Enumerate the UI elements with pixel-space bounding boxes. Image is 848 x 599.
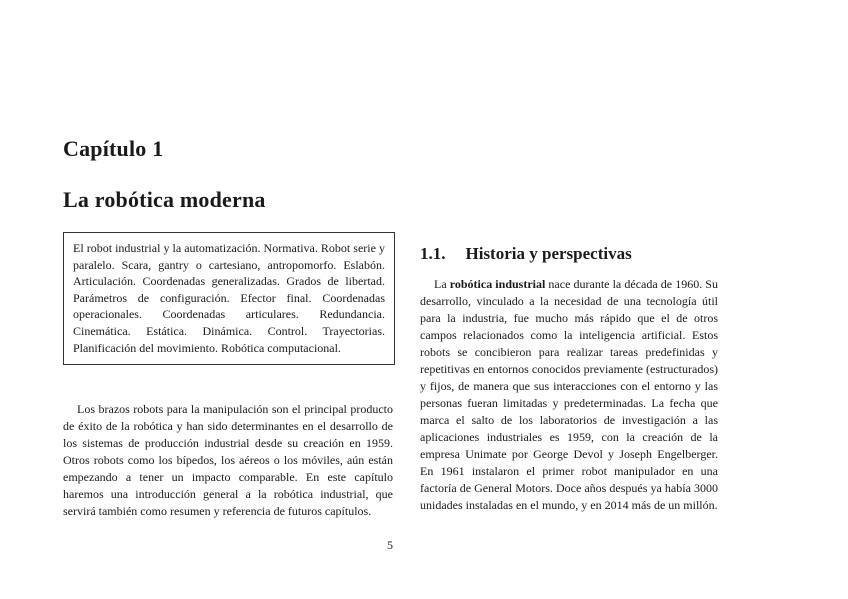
- history-paragraph: [420, 276, 718, 514]
- section-number: 1.1.: [420, 244, 446, 264]
- abstract-text: El robot industrial y la automatización. Normativa. Robot serie y paralelo. Scara, gantry o cartesiano, antropomorfo. Eslabón. Articulación. Coordenadas generalizadas. Grados de libertad. Parámetros de configuración. Efector final. Coordenadas operacionales. Coordenadas articulares. Redundancia. Cinemática. Estática. Dinámica. Control. Trayectorias. Planificación del movimiento. Robótica computacional.: [73, 241, 385, 355]
- page-number: 5: [387, 538, 393, 552]
- section-heading: [420, 244, 720, 264]
- abstract-box: [63, 232, 395, 365]
- chapter-label: Capítulo 1: [63, 135, 164, 161]
- section-title: Historia y perspectivas: [465, 244, 632, 264]
- history-paragraph-bold-term: robótica industrial: [449, 277, 546, 291]
- intro-paragraph-left: Los brazos robots para la manipulación son el principal producto de éxito de la robótica y han sido determinantes en el desarrollo de los sistemas de producción industrial desde su creación en 1959. Otros robots como los bípedos, los aéreos o los móviles, aún están empezando a tener un impacto comparable. En este capítulo haremos una introducción general a la robótica industrial, que servirá también como resumen y referencia de futuros capítulos.: [63, 402, 393, 518]
- history-paragraph-rest: nace durante la década de 1960. Su desarrollo, vinculado a la necesidad de una tecnología útil para la industria, fue mucho más rápido que el de otros campos relacionados como la inteligencia artificial. Estos robots se concibieron para realizar tareas predefinidas y repetitivas en entornos conocidos previamente (estructurados) y fijos, de manera que sus interacciones con el entorno y las personas fueran limitadas y predeterminadas. La fecha que marca el salto de los laboratorios de investigación a las aplicaciones industriales es 1959, con la creación de la empresa Unimate por George Devol y Joseph Engelberger. En 1961 instalaron el primer robot manipulador en una factoría de General Motors. Doce años después ya había 3000 unidades instaladas en el mundo, y en 2014 más de un millón.: [420, 277, 718, 512]
- chapter-title: La robótica moderna: [63, 186, 266, 212]
- history-paragraph-lead: La: [434, 277, 450, 291]
